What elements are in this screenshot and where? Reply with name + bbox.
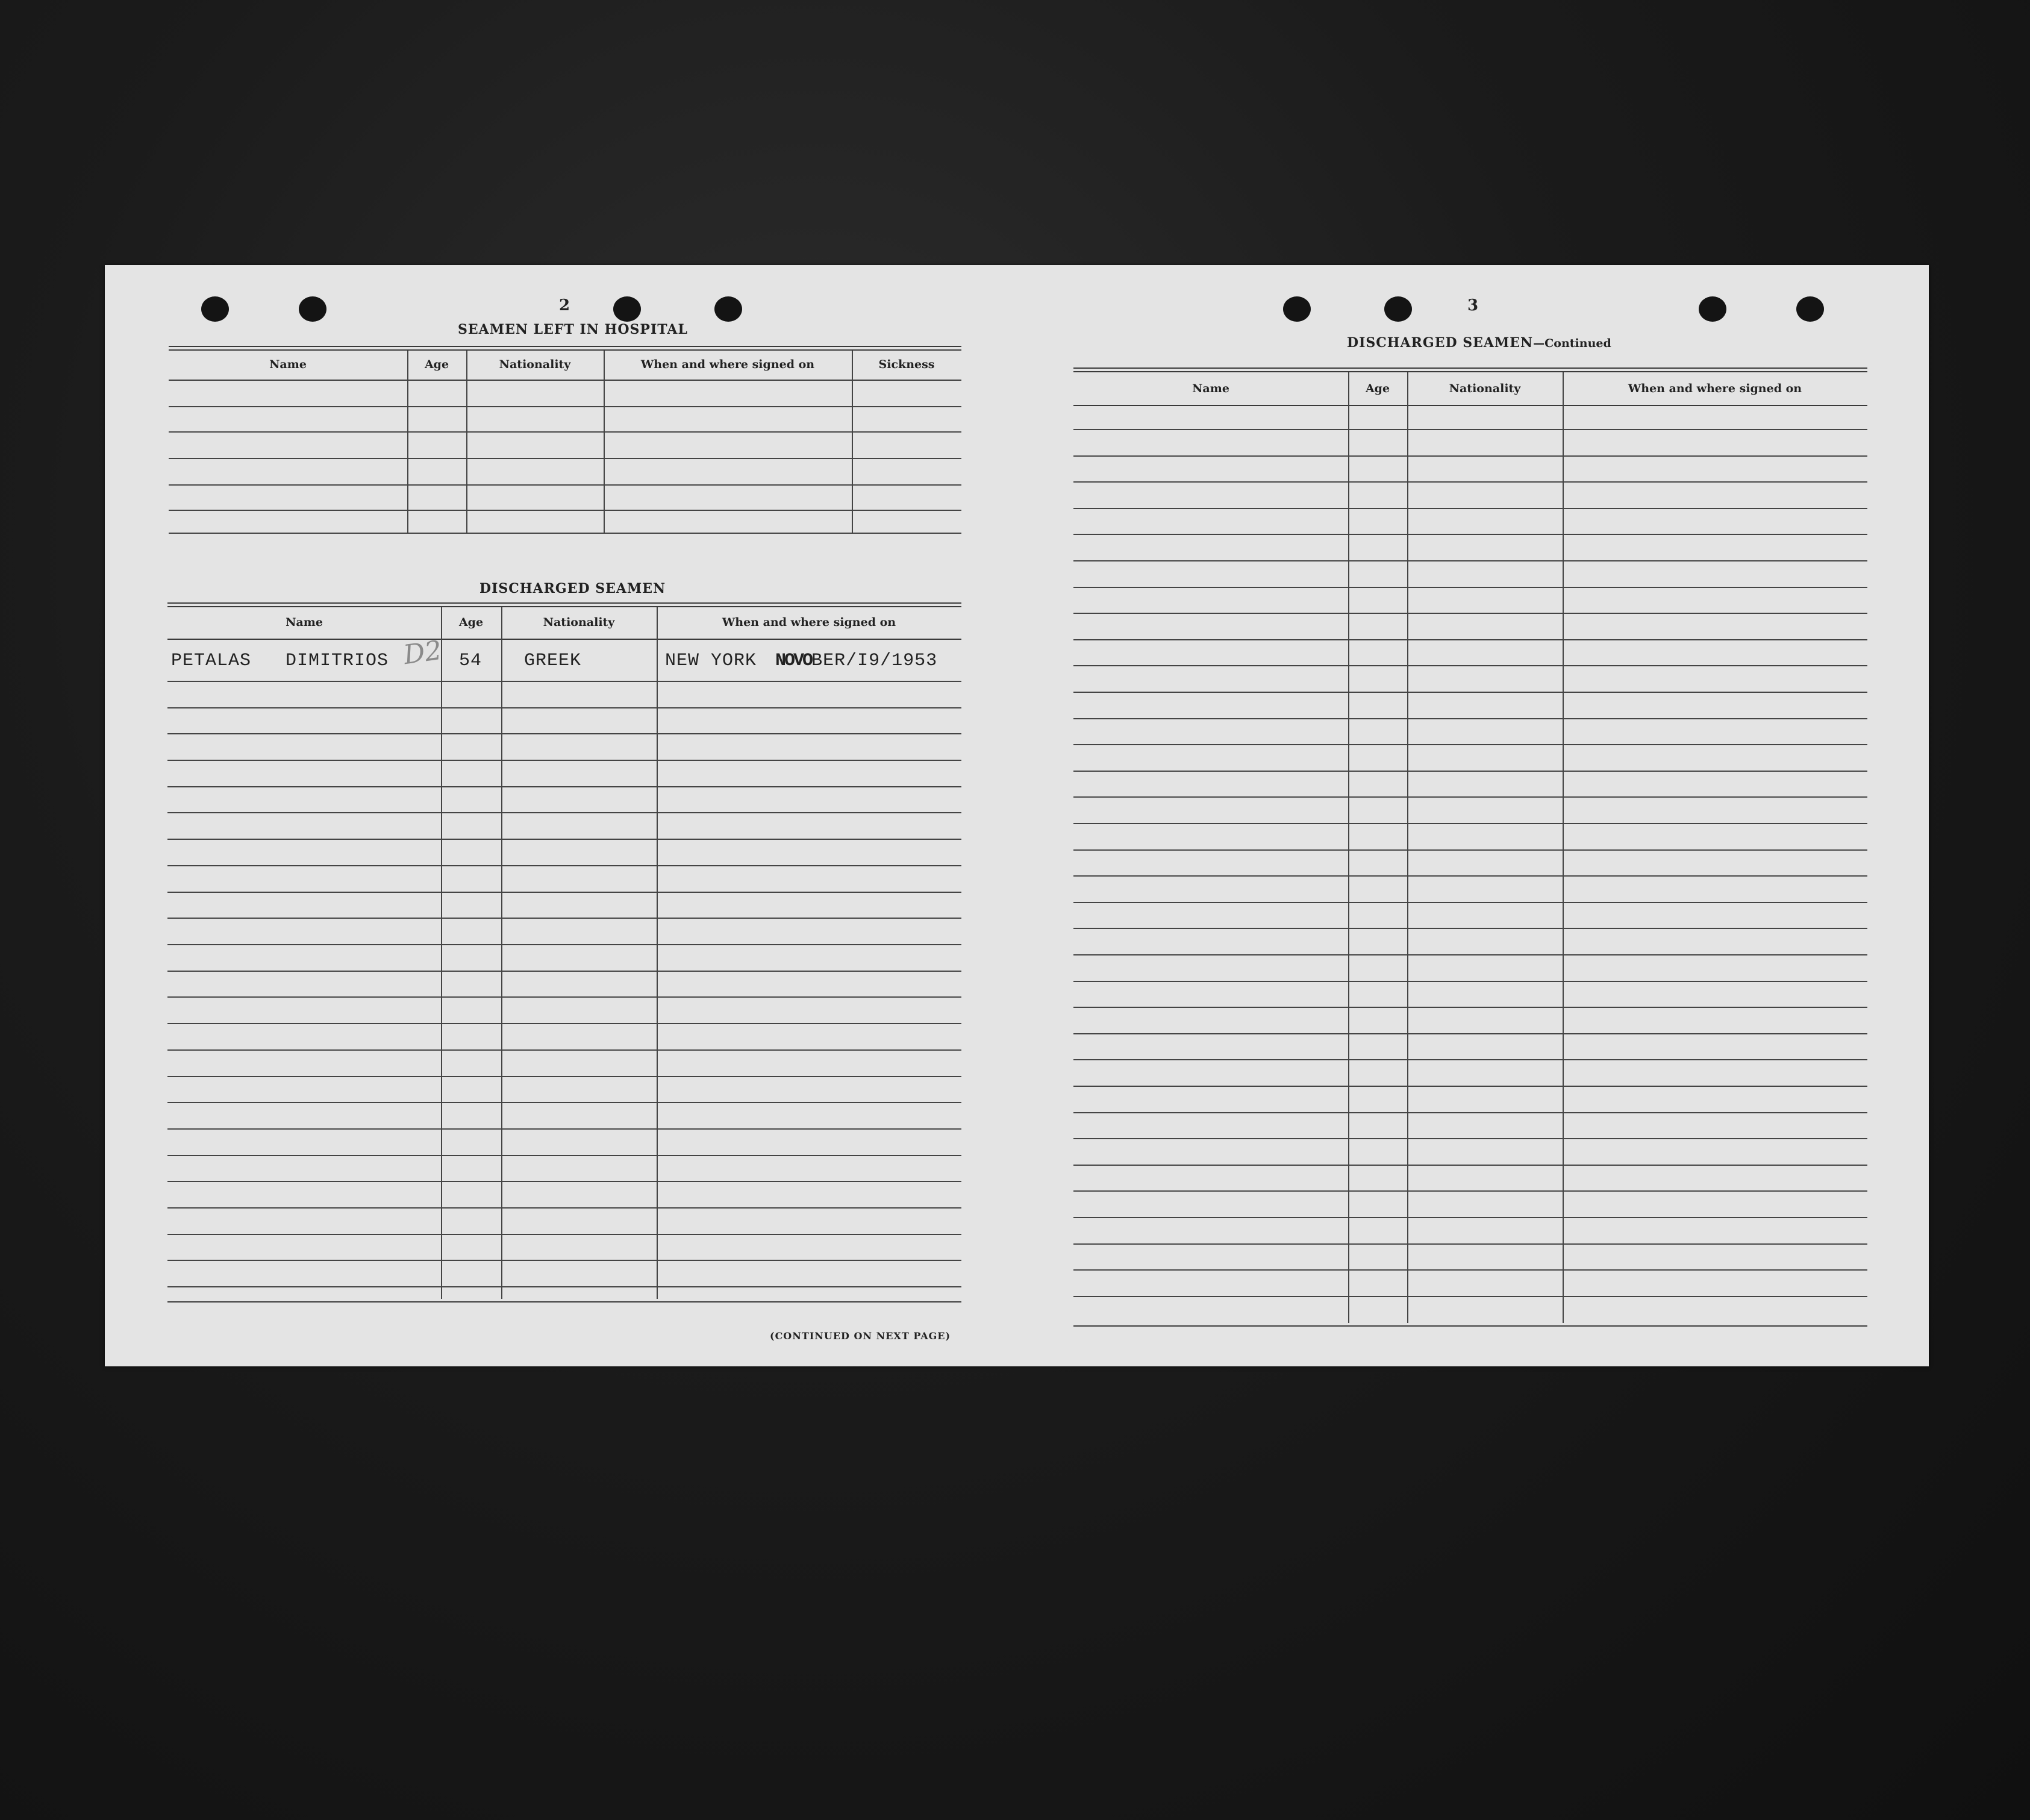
ruled-line bbox=[167, 1207, 961, 1209]
discharged-continued-title-main: DISCHARGED SEAMEN bbox=[1347, 335, 1534, 351]
continued-col-name: Name bbox=[1192, 382, 1229, 395]
punch-hole bbox=[1699, 296, 1726, 322]
ruled-line bbox=[1073, 1325, 1867, 1327]
ruled-line bbox=[1073, 613, 1867, 614]
hospital-col-nationality: Nationality bbox=[499, 358, 571, 371]
entry-given-name: DIMITRIOS bbox=[286, 651, 389, 671]
ruled-line bbox=[1073, 928, 1867, 929]
entry-age: 54 bbox=[459, 651, 483, 671]
register-sheet bbox=[105, 265, 1929, 1366]
hospital-col-signed-on: When and where signed on bbox=[640, 358, 815, 371]
ruled-line bbox=[167, 812, 961, 813]
ruled-line bbox=[1073, 692, 1867, 693]
ruled-line bbox=[167, 1155, 961, 1156]
ruled-line bbox=[1073, 981, 1867, 982]
ruled-line bbox=[1073, 1296, 1867, 1297]
ruled-line bbox=[1073, 771, 1867, 772]
ruled-line bbox=[1073, 718, 1867, 719]
discharged-continued-table bbox=[1073, 367, 1867, 1325]
ruled-line bbox=[167, 1076, 961, 1077]
ruled-line bbox=[167, 1049, 961, 1051]
ruled-line bbox=[1073, 1138, 1867, 1139]
ruled-line bbox=[167, 971, 961, 972]
ruled-line bbox=[167, 681, 961, 682]
entry-signed-on-date: BER/I9/1953 bbox=[811, 651, 938, 671]
ruled-line bbox=[1073, 1269, 1867, 1271]
punch-hole bbox=[1384, 296, 1412, 322]
ruled-line bbox=[1073, 902, 1867, 903]
ruled-line bbox=[1073, 1165, 1867, 1166]
continued-note: (CONTINUED ON NEXT PAGE) bbox=[770, 1330, 951, 1342]
ruled-line bbox=[1073, 1243, 1867, 1245]
entry-nationality: GREEK bbox=[524, 651, 582, 671]
ruled-line bbox=[1073, 1007, 1867, 1008]
ruled-line bbox=[167, 1260, 961, 1261]
discharged-col-nationality: Nationality bbox=[543, 616, 615, 629]
continued-col-age: Age bbox=[1365, 382, 1390, 395]
ruled-line bbox=[167, 733, 961, 734]
ruled-line bbox=[167, 1286, 961, 1287]
ruled-line bbox=[167, 1023, 961, 1024]
ruled-line bbox=[1073, 560, 1867, 561]
ruled-line bbox=[1073, 508, 1867, 509]
pencil-annotation: D2 bbox=[401, 634, 444, 671]
discharged-col-age: Age bbox=[458, 616, 484, 629]
right-page-number: 3 bbox=[1467, 296, 1479, 314]
ruled-line bbox=[167, 839, 961, 840]
punch-hole bbox=[299, 296, 326, 322]
left-page-number: 2 bbox=[559, 296, 570, 314]
ruled-line bbox=[1073, 481, 1867, 483]
discharged-table bbox=[167, 602, 961, 1301]
discharged-continued-title-suffix: —Continued bbox=[1533, 337, 1611, 350]
entry-signed-on bbox=[665, 651, 937, 671]
ruled-line bbox=[167, 707, 961, 708]
punch-hole bbox=[714, 296, 742, 322]
ruled-line bbox=[1073, 1033, 1867, 1034]
ruled-line bbox=[167, 1181, 961, 1182]
ruled-line bbox=[1073, 849, 1867, 851]
hospital-col-name: Name bbox=[269, 358, 307, 371]
hospital-col-age: Age bbox=[424, 358, 449, 371]
continued-col-nationality: Nationality bbox=[1449, 382, 1521, 395]
ruled-line bbox=[167, 918, 961, 919]
ruled-line bbox=[1073, 534, 1867, 535]
discharged-section-title: DISCHARGED SEAMEN bbox=[479, 581, 666, 596]
ruled-line bbox=[1073, 796, 1867, 798]
punch-hole bbox=[613, 296, 641, 322]
ruled-line bbox=[1073, 954, 1867, 955]
discharged-continued-title bbox=[1347, 335, 1611, 351]
ruled-line bbox=[1073, 1217, 1867, 1218]
ruled-line bbox=[1073, 823, 1867, 824]
entry-surname: PETALAS bbox=[171, 651, 252, 671]
ruled-line bbox=[1073, 639, 1867, 640]
hospital-col-sickness: Sickness bbox=[878, 358, 935, 371]
ruled-line bbox=[1073, 1086, 1867, 1087]
ruled-line bbox=[167, 996, 961, 998]
hospital-table bbox=[169, 346, 961, 534]
ruled-line bbox=[167, 1234, 961, 1235]
ruled-line bbox=[1073, 429, 1867, 430]
ruled-line bbox=[167, 1301, 961, 1302]
ruled-line bbox=[1073, 1190, 1867, 1192]
entry-signed-on-overstrike: NOVO bbox=[775, 651, 812, 671]
ruled-line bbox=[1073, 665, 1867, 666]
discharged-col-name: Name bbox=[286, 616, 323, 629]
punch-hole bbox=[1796, 296, 1824, 322]
ruled-line bbox=[1073, 744, 1867, 745]
ruled-line bbox=[1073, 1059, 1867, 1060]
ruled-line bbox=[1073, 587, 1867, 588]
ruled-line bbox=[167, 944, 961, 945]
punch-hole bbox=[1283, 296, 1311, 322]
hospital-section-title: SEAMEN LEFT IN HOSPITAL bbox=[458, 322, 688, 337]
ruled-line bbox=[1073, 455, 1867, 457]
ruled-line bbox=[167, 1102, 961, 1103]
ruled-line bbox=[167, 892, 961, 893]
ruled-line bbox=[167, 760, 961, 761]
punch-hole bbox=[201, 296, 229, 322]
ruled-line bbox=[167, 865, 961, 866]
ruled-line bbox=[1073, 875, 1867, 877]
continued-col-signed-on: When and where signed on bbox=[1628, 382, 1802, 395]
ruled-line bbox=[167, 786, 961, 787]
ruled-line bbox=[167, 1128, 961, 1130]
entry-signed-on-place: NEW YORK bbox=[665, 651, 757, 671]
discharged-col-signed-on: When and where signed on bbox=[722, 616, 896, 629]
ruled-line bbox=[1073, 1112, 1867, 1113]
